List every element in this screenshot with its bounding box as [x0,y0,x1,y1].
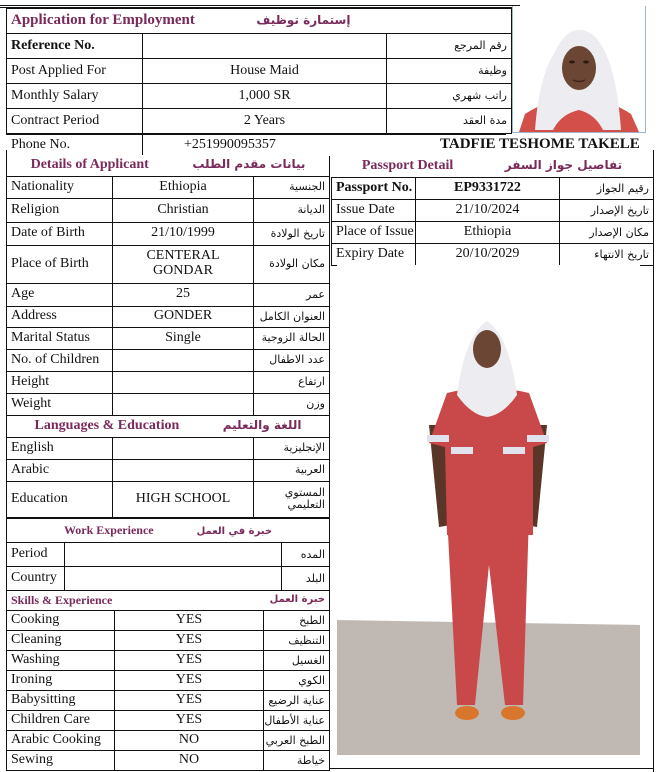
languages-title-en: Languages & Education [34,417,180,433]
skill-row-ironing [7,671,330,691]
skill-row-washing [7,651,330,671]
skills-table [6,590,330,771]
age-row [7,283,330,306]
skill-label: Washing [7,651,115,671]
weight-label-ar: وزن [254,393,330,415]
pob-value [113,245,254,283]
children-row [7,349,330,371]
skill-row-babysitting [7,691,330,711]
religion-row [7,198,330,222]
arabic-row [7,459,330,481]
salary-row [7,84,512,109]
expiry-date-value: 20/10/2029 [416,244,560,266]
period-row [7,543,330,567]
pob-value-line1: CENTERAL [146,248,220,264]
nationality-value: Ethiopia [113,176,254,198]
skill-label-ar: عناية الرضيع [264,691,330,711]
passport-no-row [332,178,654,200]
details-header [7,156,330,176]
passport-table [331,177,654,266]
work-experience-table [6,518,330,591]
place-of-issue-row [332,222,654,244]
passport-title-en: Passport Detail [361,158,454,173]
passport-no-value: EP9331722 [416,178,560,200]
skill-value: YES [115,651,264,671]
arabic-value [113,459,254,481]
expiry-date-row [332,244,654,266]
dob-label: Date of Birth [7,222,113,245]
place-of-issue-label-ar: مكان الإصدار [560,222,654,244]
form-title-ar: إستمارة توظيف [256,13,351,28]
skill-label-ar: الطبخ العربي [264,731,330,751]
children-label-ar: عدد الاطفال [254,349,330,371]
period-value [65,543,282,567]
skill-value: NO [115,751,264,771]
skill-row-arabic-cooking [7,731,330,751]
period-label-ar: المده [282,543,330,567]
skill-label-ar: التنظيف [264,631,330,651]
nationality-label: Nationality [7,176,113,198]
post-row [7,59,512,84]
nationality-row [7,176,330,198]
skill-value: YES [115,711,264,731]
skills-header [7,591,330,611]
education-label-ar [254,481,330,517]
country-label-ar: البلد [282,567,330,591]
passport-no-label-ar: رقيم الجواز [560,178,654,200]
height-row [7,371,330,393]
skill-value: NO [115,731,264,751]
full-body-photo [337,265,640,755]
contract-row [7,109,512,134]
religion-value: Christian [113,198,254,222]
skills-title-en: Skills & Experience [11,593,113,608]
applicant-details-table [6,156,330,518]
address-label-ar: العنوان الكامل [254,306,330,327]
religion-label-ar: الديانة [254,198,330,222]
skill-label: Cleaning [7,631,115,651]
details-title-en: Details of Applicant [30,157,149,173]
skill-row-sewing [7,751,330,771]
country-label: Country [7,567,65,591]
arabic-label: Arabic [7,459,113,481]
weight-value [113,393,254,415]
post-label-ar: وظيفة [387,59,512,84]
place-of-issue-value: Ethiopia [416,222,560,244]
title-row [7,9,512,34]
skill-row-children-care [7,711,330,731]
reference-label-ar: رقم المرجع [387,34,512,59]
phone-label: Phone No. [11,137,71,152]
age-value: 25 [113,283,254,306]
address-row [7,306,330,327]
skill-label: Sewing [7,751,115,771]
skill-label: Ironing [7,671,115,691]
top-border [0,0,520,8]
education-value: HIGH SCHOOL [113,481,254,517]
reference-value [143,34,387,59]
portrait-photo [513,6,643,132]
work-header [7,519,330,543]
height-value [113,371,254,393]
reference-row [7,34,512,59]
skill-value: YES [115,691,264,711]
skill-label: Children Care [7,711,115,731]
skill-label-ar: الكوي [264,671,330,691]
details-title-ar: بيانات مقدم الطلب [192,157,306,172]
passport-title-ar: تفاصيل جواز السفر [504,158,623,172]
work-title-ar: خبرة في العمل [196,525,273,537]
languages-header [7,415,330,437]
languages-title-ar: اللغة والتعليم [222,417,302,432]
salary-label: Monthly Salary [7,84,143,109]
expiry-date-label-ar: تاريخ الانتهاء [560,244,654,266]
applicant-name: TADFIE TESHOME TAKELE [440,136,640,152]
form-title-en: Application for Employment [11,12,195,29]
height-label-ar: ارتفاع [254,371,330,393]
employment-header-table [6,8,512,134]
dob-label-ar: تاريخ الولادة [254,222,330,245]
english-value [113,437,254,459]
age-label-ar: عمر [254,283,330,306]
marital-value: Single [113,327,254,349]
skills-title-ar: خبرة العمل [264,591,330,611]
phone-row [6,134,506,155]
children-label: No. of Children [7,349,113,371]
skill-value: YES [115,611,264,631]
address-label: Address [7,306,113,327]
pob-label: Place of Birth [7,245,113,283]
contract-value: 2 Years [143,109,387,134]
period-label: Period [7,543,65,567]
dob-row [7,222,330,245]
marital-label: Marital Status [7,327,113,349]
issue-date-value: 21/10/2024 [416,200,560,222]
pob-label-ar: مكان الولادة [254,245,330,283]
education-label-ar-line2: التعليمي [287,498,325,511]
children-value [113,349,254,371]
skill-label-ar: الطبخ [264,611,330,631]
skill-label-ar: الغسيل [264,651,330,671]
salary-value: 1,000 SR [143,84,387,109]
marital-row [7,327,330,349]
english-label: English [7,437,113,459]
work-title-en: Work Experience [63,522,154,537]
salary-label-ar: راتب شهري [387,84,512,109]
country-row [7,567,330,591]
age-label: Age [7,283,113,306]
english-row [7,437,330,459]
weight-label: Weight [7,393,113,415]
skill-label: Arabic Cooking [7,731,115,751]
country-value [65,567,282,591]
place-of-issue-label: Place of Issue [332,222,416,244]
skill-value: YES [115,671,264,691]
bottom-border [330,768,654,769]
skill-label-ar: عناية الأطفال [264,711,330,731]
issue-date-row [332,200,654,222]
reference-label: Reference No. [7,34,143,59]
weight-row [7,393,330,415]
nationality-label-ar: الجنسية [254,176,330,198]
contract-label: Contract Period [7,109,143,134]
skill-row-cooking [7,611,330,631]
education-label-ar-line1: المستوي [284,486,325,500]
skill-label: Babysitting [7,691,115,711]
pob-value-line2: GONDAR [153,263,213,278]
issue-date-label-ar: تاريخ الإصدار [560,200,654,222]
english-label-ar: الإنجليزية [254,437,330,459]
education-label: Education [7,481,113,517]
height-label: Height [7,371,113,393]
address-value: GONDER [113,306,254,327]
contract-label-ar: مدة العقد [387,109,512,134]
skill-value: YES [115,631,264,651]
post-label: Post Applied For [7,59,143,84]
pob-row [7,245,330,283]
post-value: House Maid [143,59,387,84]
passport-header [331,158,653,176]
issue-date-label: Issue Date [332,200,416,222]
phone-value: +251990095357 [184,137,276,152]
passport-no-label: Passport No. [332,178,416,200]
arabic-label-ar: العربية [254,459,330,481]
phone-divider [142,135,143,155]
religion-label: Religion [7,198,113,222]
expiry-date-label: Expiry Date [332,244,416,266]
dob-value: 21/10/1999 [113,222,254,245]
education-row [7,481,330,517]
skill-row-cleaning [7,631,330,651]
skill-label-ar: خياطة [264,751,330,771]
marital-label-ar: الحالة الزوجية [254,327,330,349]
portrait-photo-frame [512,6,646,133]
skill-label: Cooking [7,611,115,631]
